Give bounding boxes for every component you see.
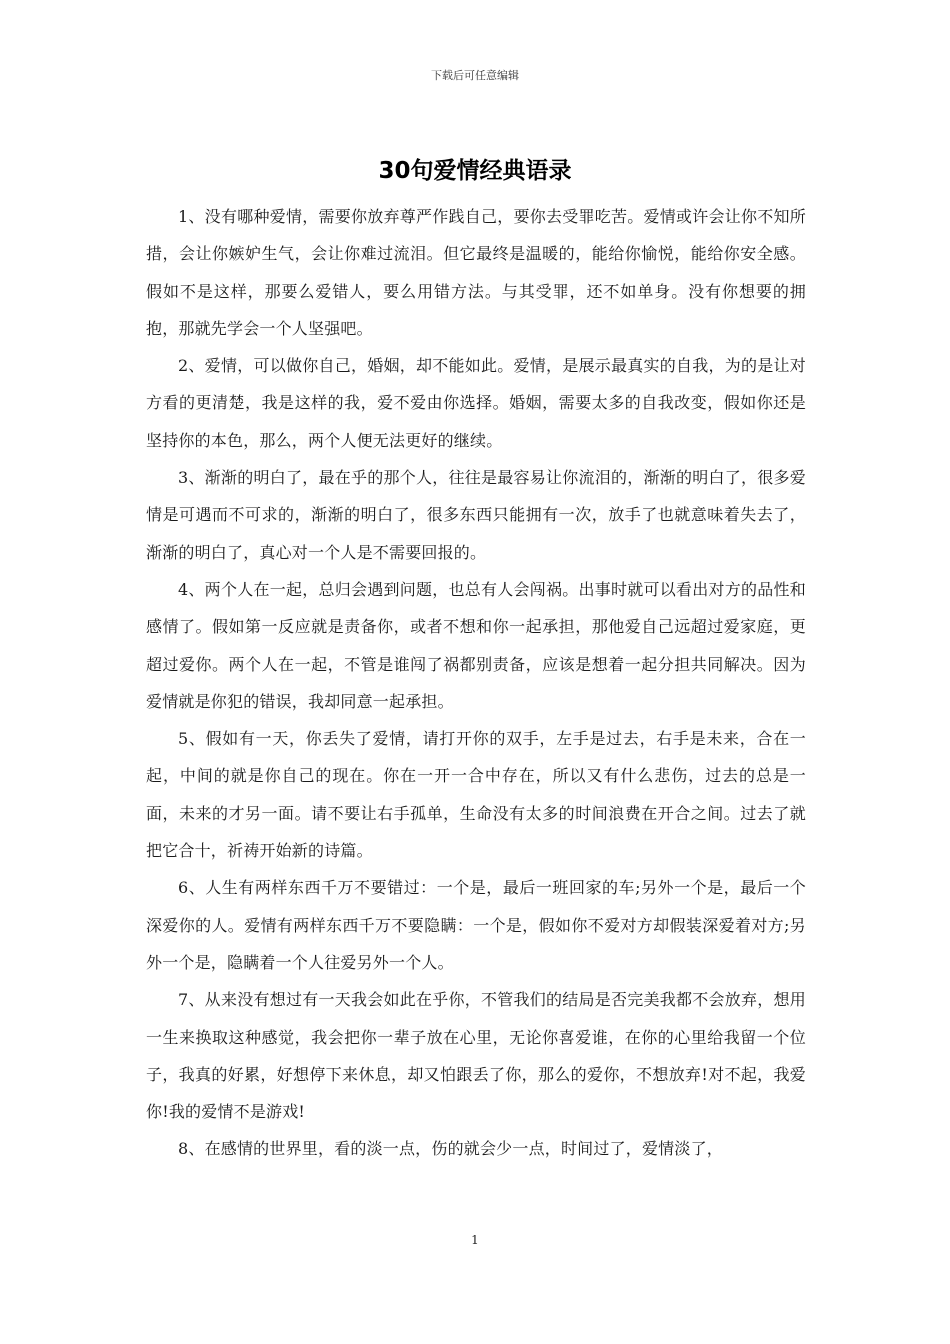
paragraph-8: 8、在感情的世界里，看的淡一点，伤的就会少一点，时间过了，爱情淡了， <box>178 1139 723 1159</box>
document-title: 30句爱情经典语录 <box>378 158 572 184</box>
paragraph-6: 6、人生有两样东西千万不要错过：一个是，最后一班回家的车;另外一个是，最后一个深爱你的人。爱情有两样东西千万不要隐瞒：一个是，假如你不爱对方却假装深爱着对方;另外一个是，隐瞒着一个人往爱另外一个人。 <box>146 878 806 972</box>
paragraph-2: 2、爱情，可以做你自己，婚姻，却不能如此。爱情，是展示最真实的自我，为的是让对方看的更清楚，我是这样的我，爱不爱由你选择。婚姻，需要太多的自我改变，假如你还是坚持你的本色，那么，两个人便无法更好的继续。 <box>146 356 806 450</box>
paragraph-7: 7、从来没有想过有一天我会如此在乎你，不管我们的结局是否完美我都不会放弃，想用一生来换取这种感觉，我会把你一辈子放在心里，无论你喜爱谁，在你的心里给我留一个位子，我真的好累，好想停下来休息，却又怕跟丢了你，那么的爱你，不想放弃!对不起，我爱你!我的爱情不是游戏! <box>146 990 806 1122</box>
paragraph-1: 1、没有哪种爱情，需要你放弃尊严作践自己，要你去受罪吃苦。爱情或许会让你不知所措，会让你嫉妒生气，会让你难过流泪。但它最终是温暖的，能给你愉悦，能给你安全感。假如不是这样，那要么爱错人，要么用错方法。与其受罪，还不如单身。没有你想要的拥抱，那就先学会一个人坚强吧。 <box>146 207 806 338</box>
paragraph-4: 4、两个人在一起，总归会遇到问题，也总有人会闯祸。出事时就可以看出对方的品性和感情了。假如第一反应就是责备你，或者不想和你一起承担，那他爱自己远超过爱家庭，更超过爱你。两个人在一起，不管是谁闯了祸都别责备，应该是想着一起分担共同解决。因为爱情就是你犯的错误，我却同意一起承担。 <box>146 579 806 711</box>
paragraph-5: 5、假如有一天，你丢失了爱情，请打开你的双手，左手是过去，右手是未来，合在一起，中间的就是你自己的现在。你在一开一合中存在，所以又有什么悲伤，过去的总是一面，未来的才另一面。请不要让右手孤单，生命没有太多的时间浪费在开合之间。过去了就把它合十，祈祷开始新的诗篇。 <box>146 729 806 861</box>
document-body <box>146 198 806 1168</box>
page-header: 下载后可任意编辑 <box>431 69 519 82</box>
paragraph-3: 3、渐渐的明白了，最在乎的那个人，往往是最容易让你流泪的，渐渐的明白了，很多爱情是可遇而不可求的，渐渐的明白了，很多东西只能拥有一次，放手了也就意味着失去了，渐渐的明白了，真心对一个人是不需要回报的。 <box>146 468 806 562</box>
page-number: 1 <box>471 1233 479 1247</box>
